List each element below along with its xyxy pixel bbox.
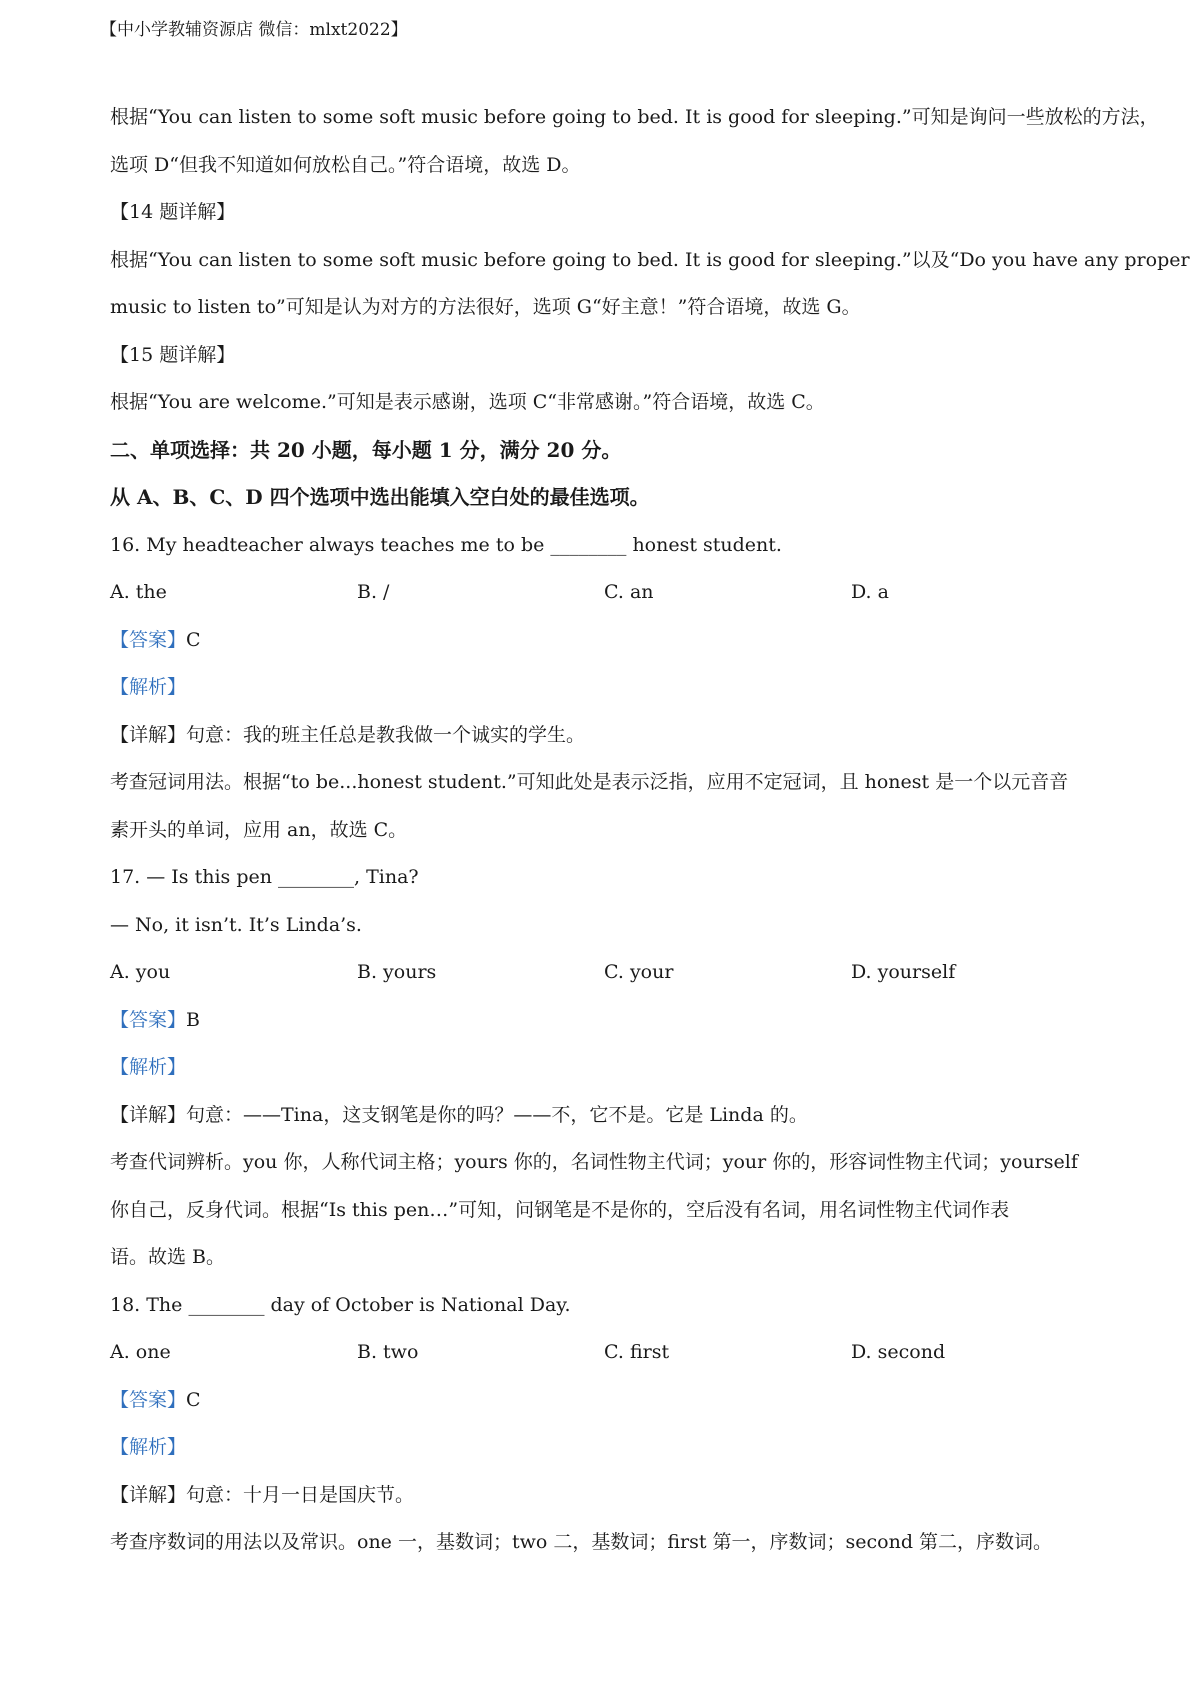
option-b: B. yours — [357, 961, 437, 983]
q18-analysis-label: 【解析】 — [110, 1436, 187, 1458]
q16-detail: 【详解】句意：我的班主任总是教我做一个诚实的学生。 — [110, 723, 586, 746]
page-header-watermark: 【中小学教辅资源店 微信：mlxt2022】 — [100, 20, 408, 40]
q16-explanation-line: 素开头的单词，应用 an，故选 C。 — [110, 818, 408, 841]
q17-analysis-label: 【解析】 — [110, 1056, 187, 1078]
section-instruction: 从 A、B、C、D 四个选项中选出能填入空白处的最佳选项。 — [110, 485, 650, 509]
q18-explanation-line: 考查序数词的用法以及常识。one 一，基数词；two 二，基数词；first 第一，序数词；second 第二，序数词。 — [110, 1531, 1053, 1553]
q18-stem: 18. The ________ day of October is National Day. — [110, 1293, 571, 1316]
option-c: C. an — [604, 581, 654, 603]
q16-stem: 16. My headteacher always teaches me to be ________ honest student. — [110, 533, 782, 556]
answer-label: 【答案】 — [110, 1388, 187, 1411]
q17-explanation-line: 语。故选 B。 — [110, 1246, 226, 1268]
intro-line: 根据“You can listen to some soft music before going to bed. It is good for sleeping.”可知是询问一些放松的方法， — [110, 106, 1159, 128]
answer-value: B — [186, 1008, 200, 1031]
q16-answer — [110, 617, 1120, 665]
q15-heading: 【15 题详解】 — [110, 343, 236, 366]
q17-stem: 17. — Is this pen ________, Tina? — [110, 866, 419, 888]
answer-value: C — [186, 628, 201, 651]
document-body — [110, 94, 1190, 1567]
option-a: A. you — [110, 961, 171, 983]
q17-stem: — No, it isn’t. It’s Linda’s. — [110, 913, 362, 936]
answer-value: C — [186, 1388, 201, 1411]
option-d: D. yourself — [851, 961, 956, 983]
answer-label: 【答案】 — [110, 1008, 187, 1031]
option-d: D. second — [851, 1341, 946, 1363]
q14-explanation-line: music to listen to”可知是认为对方的方法很好，选项 G“好主意！”符合语境，故选 G。 — [110, 296, 861, 318]
q17-answer — [110, 997, 1120, 1045]
q14-heading: 【14 题详解】 — [110, 201, 236, 223]
option-b: B. two — [357, 1341, 419, 1363]
q16-explanation-line: 考查冠词用法。根据“to be...honest student.”可知此处是表示泛指，应用不定冠词，且 honest 是一个以元音音 — [110, 771, 1069, 793]
q18-answer — [110, 1377, 1120, 1425]
q16-options — [110, 569, 1120, 617]
q18-options — [110, 1329, 1120, 1377]
q17-explanation-line: 考查代词辨析。you 你，人称代词主格；yours 你的，名词性物主代词；your 你的，形容词性物主代词；yourself — [110, 1151, 1078, 1173]
q17-options — [110, 949, 1120, 997]
q14-explanation-line: 根据“You can listen to some soft music before going to bed. It is good for sleeping.”以及“Do you have any proper — [110, 248, 1190, 271]
q17-explanation-line: 你自己，反身代词。根据“Is this pen…”可知，问钢笔是不是你的，空后没有名词，用名词性物主代词作表 — [110, 1198, 1010, 1221]
q17-detail: 【详解】句意：——Tina，这支钢笔是你的吗？——不，它不是。它是 Linda 的。 — [110, 1103, 808, 1126]
option-a: A. the — [110, 581, 167, 603]
section-title: 二、单项选择：共 20 小题，每小题 1 分，满分 20 分。 — [110, 437, 622, 462]
option-a: A. one — [110, 1341, 171, 1363]
answer-label: 【答案】 — [110, 628, 187, 651]
option-c: C. first — [604, 1341, 670, 1363]
option-c: C. your — [604, 961, 674, 983]
q15-explanation-line: 根据“You are welcome.”可知是表示感谢，选项 C“非常感谢。”符合语境，故选 C。 — [110, 391, 825, 413]
intro-line: 选项 D“但我不知道如何放松自己。”符合语境，故选 D。 — [110, 153, 581, 176]
option-b: B. / — [357, 581, 390, 603]
q16-analysis-label: 【解析】 — [110, 676, 187, 698]
q18-detail: 【详解】句意：十月一日是国庆节。 — [110, 1483, 415, 1506]
option-d: D. a — [851, 581, 889, 603]
